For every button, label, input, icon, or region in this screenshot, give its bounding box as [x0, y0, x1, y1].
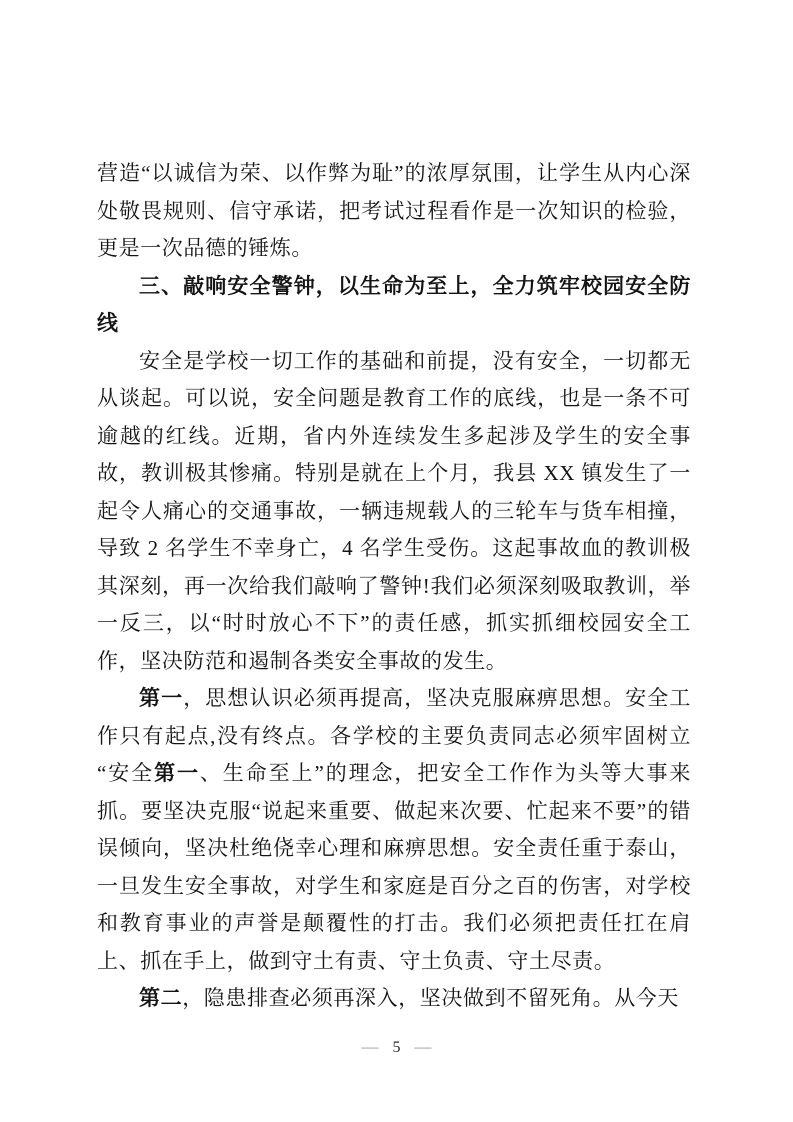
paragraph: [97, 980, 691, 1018]
document-body: [97, 155, 691, 1018]
text-run: ，思想认识必须再提高，坚决克服麻痹思想。安全工作只有起点,没有终点。各学校的主要负责同志必须牢固树立“安全: [97, 686, 691, 785]
text-run: ，隐患排查必须再深入，坚决做到不留死角。从今天: [182, 986, 680, 1010]
bold-text-run: 三、敲响安全警钟，以生命为至上，全力筑牢校园安全防线: [97, 273, 691, 335]
footer-dash-left: —: [361, 1037, 379, 1056]
page-footer: [0, 1036, 793, 1059]
bold-text-run: 第一: [154, 761, 200, 785]
paragraph: [97, 680, 691, 980]
bold-text-run: 第一: [139, 686, 184, 710]
paragraph: [97, 343, 691, 681]
bold-text-run: 第二: [139, 986, 183, 1010]
text-run: 营造“以诚信为荣、以作弊为耻”的浓厚氛围，让学生从内心深处敬畏规则、信守承诺，把考试过程看作是一次知识的检验，更是一次品德的锤炼。: [97, 161, 691, 260]
text-run: 、生命至上”的理念，把安全工作作为头等大事来抓。要坚决克服“说起来重要、做起来次要、忙起来不要”的错误倾向，坚决杜绝侥幸心理和麻痹思想。安全责任重于泰山，一旦发生安全事故，对学生和家庭是百分之百的伤害，对学校和教育事业的声誉是颠覆性的打击。我们必须把责任扛在肩上、抓在手上，做到守土有责、守土负责、守土尽责。: [97, 761, 691, 973]
section-heading: [97, 268, 691, 343]
paragraph: [97, 155, 691, 268]
page-number: 5: [392, 1039, 401, 1056]
text-run: 安全是学校一切工作的基础和前提，没有安全，一切都无从谈起。可以说，安全问题是教育工作的底线，也是一条不可逾越的红线。近期，省内外连续发生多起涉及学生的安全事故，教训极其惨痛。特别是就在上个月，我县 XX 镇发生了一起令人痛心的交通事故，一辆违规载人的三轮车与货车相撞，导致 2 名学生不幸身亡，4 名学生受伤。这起事故血的教训极其深刻，再一次给我们敲响了警钟!我们必须深刻吸取教训，举一反三，以“时时放心不下”的责任感，抓实抓细校园安全工作，坚决防范和遏制各类安全事故的发生。: [97, 348, 691, 673]
footer-dash-right: —: [414, 1037, 432, 1056]
